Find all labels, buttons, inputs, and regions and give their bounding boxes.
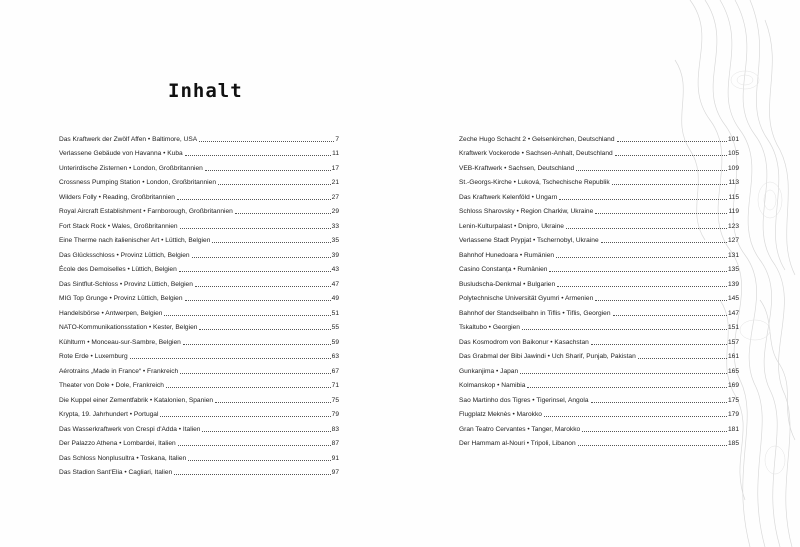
dot-leader [199,329,330,330]
toc-entry-title: Die Kuppel einer Zementfabrik • Katalonien, Spanien [59,396,214,404]
dot-leader [183,344,331,345]
toc-entry-page: 157 [727,338,739,346]
toc-entry-page: 145 [727,295,739,302]
toc-entry-title: MIG Top Grunge • Provinz Lüttich, Belgien [59,295,183,302]
toc-entry[interactable] [459,260,739,275]
toc-entry[interactable] [59,245,339,260]
toc-entry-page: 83 [331,425,339,433]
toc-entry-page: 123 [727,222,739,230]
toc-entry[interactable] [59,173,339,188]
dot-leader [612,184,728,185]
toc-entry-page: 79 [331,411,339,418]
dot-leader [601,242,727,243]
toc-entry[interactable] [459,158,739,173]
toc-entry-title: Fort Stack Rock • Wales, Großbritannien [59,222,178,230]
toc-entry-title: Bahnhof der Standseilbahn in Tiflis • Tiflis, Georgien [459,309,611,317]
toc-entry-page: 161 [727,353,739,360]
toc-entry[interactable] [59,405,339,420]
toc-entry-title: Aérotrains „Made in France“ • Frankreich [59,367,179,375]
toc-entry-title: Busludscha-Denkmal • Bulgarien [459,280,556,288]
toc-entry-page: 11 [332,150,339,157]
toc-entry-title: Theater von Dole • Dole, Frankreich [59,382,164,389]
toc-entry-title: Das Kraftwerk der Zwölf Affen • Baltimore, USA [59,135,198,143]
toc-entry[interactable] [59,303,339,318]
toc-entry[interactable] [459,419,739,434]
toc-entry-title: Casino Constanța • Rumänien [459,266,548,273]
toc-entry-title: Der Hammam al-Nouri • Tripoli, Libanon [459,440,576,447]
toc-entry-page: 165 [727,367,739,375]
dot-leader [595,213,727,214]
toc-entry[interactable] [459,216,739,231]
dot-leader [164,315,330,316]
dot-leader [615,155,727,156]
toc-entry-page: 21 [331,179,339,186]
dot-leader [578,445,727,446]
toc-entry-title: Das Wasserkraftwerk von Crespi d'Adda • Italien [59,425,201,433]
dot-leader [520,373,727,374]
toc-entry-page: 33 [331,222,339,230]
toc-entry-page: 105 [727,150,739,157]
toc-entry[interactable] [459,347,739,362]
toc-entry-title: Unterirdische Zisternen • London, Großbritannien [59,164,203,172]
toc-entry[interactable] [59,419,339,434]
dot-leader [617,141,727,142]
dot-leader [212,242,330,243]
toc-entry[interactable] [459,405,739,420]
toc-entry-title: Das Grabmal der Bibi Jawindi • Uch Sharif, Punjab, Pakistan [459,353,636,360]
toc-entry[interactable] [459,245,739,260]
dot-leader [195,286,331,287]
toc-entry-title: Polytechnische Universität Gyumri • Armenien [459,295,594,302]
dot-leader [549,271,727,272]
toc-entry-title: Das Schloss Nonplusultra • Toskana, Italien [59,454,187,462]
toc-entry[interactable] [59,202,339,217]
toc-entry-page: 7 [335,135,339,143]
toc-entry-page: 115 [728,193,739,201]
dot-leader [160,416,330,417]
toc-entry-title: Bahnhof Hunedoara • Rumänien [459,251,555,259]
dot-leader [180,228,331,229]
toc-entry[interactable] [59,376,339,391]
dot-leader [576,170,727,171]
toc-entry-page: 71 [331,382,339,389]
toc-entry[interactable] [459,361,739,376]
toc-entry-page: 119 [728,208,739,215]
toc-entry-page: 101 [727,135,739,143]
toc-entry[interactable] [59,448,339,463]
toc-entry-page: 139 [727,280,739,288]
toc-entry[interactable] [59,390,339,405]
toc-entry[interactable] [459,318,739,333]
toc-entry-page: 87 [331,440,339,447]
toc-entry[interactable] [459,187,739,202]
toc-entry-page: 55 [331,324,339,331]
dot-leader [192,257,331,258]
toc-entry-title: Das Kosmodrom von Baikonur • Kasachstan [459,338,589,346]
toc-entry-page: 147 [727,309,739,317]
toc-entry[interactable] [59,216,339,231]
dot-leader [130,358,331,359]
dot-leader [188,460,330,461]
toc-entry-page: 179 [727,411,739,418]
toc-left-column [59,129,339,477]
toc-entry-page: 131 [727,251,739,259]
toc-entry-title: Handelsbörse • Antwerpen, Belgien [59,309,163,317]
dot-leader [235,213,331,214]
dot-leader [215,402,331,403]
toc-entry-title: Das Stadion Sant'Elia • Cagliari, Italien [59,469,173,476]
toc-entry-page: 43 [331,266,339,273]
toc-entry-title: NATO-Kommunikationsstation • Kester, Belgien [59,324,198,331]
toc-right-column [459,129,739,448]
toc-entry-page: 185 [727,440,739,447]
toc-entry-title: Der Palazzo Athena • Lombardei, Italien [59,440,176,447]
toc-entry-page: 135 [727,266,739,273]
toc-entry[interactable] [459,289,739,304]
toc-entry-title: Flugplatz Meknès • Marokko [459,411,542,418]
toc-entry[interactable] [59,332,339,347]
toc-entry[interactable] [459,274,739,289]
toc-entry-title: Das Glücksschloss • Provinz Lüttich, Belgien [59,251,190,259]
toc-entry-page: 49 [331,295,339,302]
toc-entry[interactable] [59,144,339,159]
dot-leader [613,315,727,316]
page-title: Inhalt [168,80,243,102]
toc-entry[interactable] [459,173,739,188]
dot-leader [166,387,331,388]
toc-entry[interactable] [459,303,739,318]
dot-leader [218,184,331,185]
dot-leader [199,141,334,142]
toc-entry-title: Royal Aircraft Establishment • Farnborough, Großbritannien [59,208,233,215]
toc-entry[interactable] [459,332,739,347]
toc-entry-page: 151 [727,324,739,331]
dot-leader [202,431,330,432]
toc-entry-title: St.-Georgs-Kirche • Luková, Tschechische Republik [459,179,610,186]
dot-leader [582,431,727,432]
toc-entry[interactable] [59,158,339,173]
dot-leader [556,257,727,258]
toc-entry-title: Eine Therme nach italienischer Art • Lüttich, Belgien [59,237,211,244]
toc-entry[interactable] [59,463,339,478]
toc-entry-page: 27 [331,193,339,201]
dot-leader [205,170,331,171]
toc-entry-title: Sao Martinho dos Tigres • Tigerinsel, Angola [459,396,589,404]
dot-leader [177,199,331,200]
toc-entry-page: 127 [727,237,739,244]
toc-entry[interactable] [59,289,339,304]
toc-entry-title: École des Demoiselles • Lüttich, Belgien [59,266,177,273]
toc-entry-page: 169 [727,382,739,389]
toc-entry-page: 17 [331,164,339,172]
dot-leader [591,402,727,403]
toc-entry-page: 91 [331,454,339,462]
toc-entry-page: 63 [331,353,339,360]
dot-leader [185,155,331,156]
toc-entry-title: Das Kraftwerk Kelenföld • Ungarn [459,193,558,201]
dot-leader [638,358,727,359]
toc-entry-title: Kühlturm • Monceau-sur-Sambre, Belgien [59,338,181,346]
toc-entry-page: 67 [331,367,339,375]
toc-entry-page: 51 [331,309,339,317]
toc-entry-title: Crossness Pumping Station • London, Großbritannien [59,179,216,186]
toc-entry-title: VEB-Kraftwerk • Sachsen, Deutschland [459,164,575,172]
toc-entry-title: Tskaltubo • Georgien [459,324,520,331]
toc-entry-title: Verlassene Stadt Prypjat • Tschernobyl, Ukraine [459,237,599,244]
toc-entry-title: Das Sintflut-Schloss • Provinz Lüttich, Belgien [59,280,193,288]
dot-leader [522,329,727,330]
toc-entry-page: 109 [727,164,739,172]
toc-entry[interactable] [459,144,739,159]
toc-entry-page: 75 [331,396,339,404]
toc-entry-page: 59 [331,338,339,346]
toc-entry[interactable] [459,390,739,405]
toc-entry-title: Kolmanskop • Namibia [459,382,526,389]
toc-entry[interactable] [59,318,339,333]
dot-leader [595,300,727,301]
toc-entry-title: Zeche Hugo Schacht 2 • Gelsenkirchen, Deutschland [459,135,615,143]
toc-entry[interactable] [459,376,739,391]
dot-leader [185,300,331,301]
dot-leader [566,228,727,229]
toc-entry-page: 175 [727,396,739,404]
toc-entry[interactable] [459,231,739,246]
toc-entry-title: Krypta, 19. Jahrhundert • Portugal [59,411,159,418]
toc-entry[interactable] [459,129,739,144]
toc-entry[interactable] [59,274,339,289]
dot-leader [557,286,727,287]
toc-entry-title: Wilders Folly • Reading, Großbritannien [59,193,175,201]
toc-entry-title: Gran Teatro Cervantes • Tanger, Marokko [459,425,581,433]
toc-entry[interactable] [59,347,339,362]
toc-entry-title: Rote Erde • Luxemburg [59,353,128,360]
dot-leader [174,474,331,475]
toc-entry-title: Lenin-Kulturpalast • Dnipro, Ukraine [459,222,564,230]
dot-leader [559,199,727,200]
toc-entry-title: Schloss Sharovsky • Region Charkiw, Ukraine [459,208,594,215]
dot-leader [179,271,331,272]
dot-leader [180,373,330,374]
dot-leader [178,445,331,446]
toc-entry-page: 47 [331,280,339,288]
toc-entry-page: 181 [727,425,739,433]
toc-entry[interactable] [459,434,739,449]
toc-entry-page: 113 [728,179,739,186]
toc-entry[interactable] [459,202,739,217]
toc-entry[interactable] [59,129,339,144]
toc-entry-title: Verlassene Gebäude von Havanna • Kuba [59,150,183,157]
toc-entry[interactable] [59,231,339,246]
toc-entry-page: 39 [331,251,339,259]
toc-entry[interactable] [59,187,339,202]
dot-leader [591,344,727,345]
dot-leader [544,416,727,417]
toc-entry[interactable] [59,434,339,449]
toc-entry-page: 35 [331,237,339,244]
toc-entry[interactable] [59,260,339,275]
toc-entry-page: 97 [331,469,339,476]
toc-entry-page: 29 [331,208,339,215]
toc-entry[interactable] [59,361,339,376]
toc-entry-title: Kraftwerk Vockerode • Sachsen-Anhalt, Deutschland [459,150,613,157]
toc-entry-title: Gunkanjima • Japan [459,367,519,375]
dot-leader [527,387,727,388]
